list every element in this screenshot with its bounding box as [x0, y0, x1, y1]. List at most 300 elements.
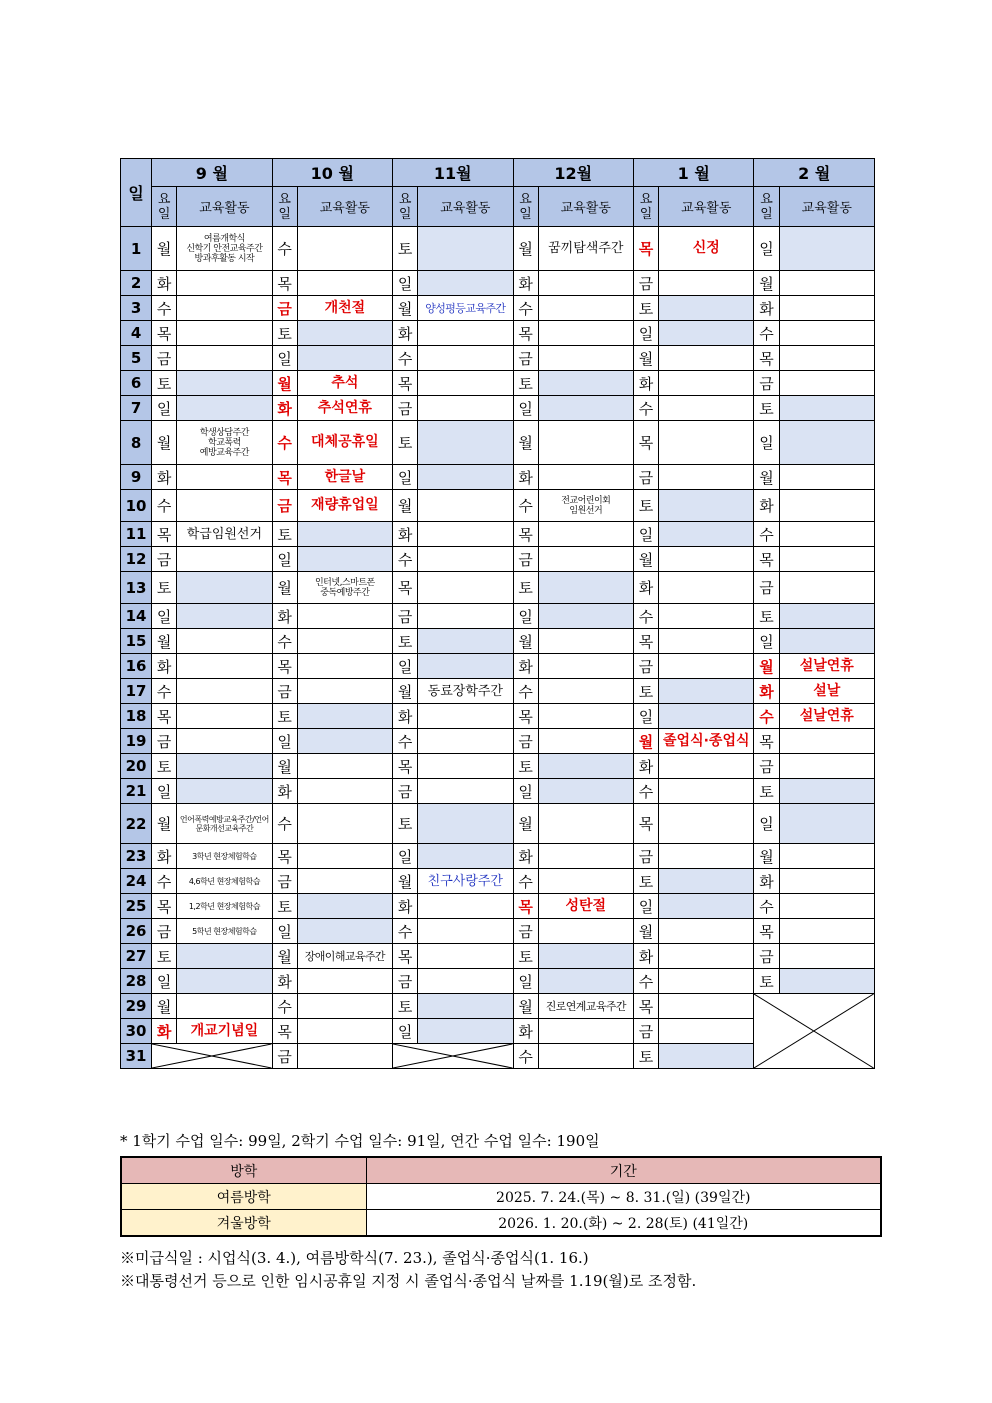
activity-cell [418, 547, 513, 572]
weekday-cell: 화 [633, 371, 658, 396]
weekday-cell: 화 [513, 271, 538, 296]
empty-date-cell [754, 994, 875, 1069]
activity-cell [418, 894, 513, 919]
weekday-header: 요일 [393, 187, 418, 227]
weekday-cell: 금 [272, 869, 297, 894]
activity-cell [538, 396, 633, 421]
weekday-cell: 화 [152, 654, 177, 679]
activity-cell [659, 1044, 754, 1069]
activity-cell [418, 421, 513, 465]
activity-cell [297, 704, 392, 729]
activity-cell [659, 296, 754, 321]
weekday-cell: 일 [513, 604, 538, 629]
activity-cell [779, 547, 874, 572]
weekday-cell: 토 [393, 804, 418, 844]
activity-cell [418, 629, 513, 654]
calendar-row [121, 547, 875, 572]
weekday-cell: 토 [393, 227, 418, 271]
weekday-cell: 화 [393, 522, 418, 547]
day-number: 6 [121, 371, 152, 396]
calendar-row [121, 779, 875, 804]
activity-cell [297, 804, 392, 844]
day-number: 8 [121, 421, 152, 465]
activity-cell [418, 944, 513, 969]
day-number: 31 [121, 1044, 152, 1069]
activity-cell: 학생상담주간 학교폭력 예방교육주간 [177, 421, 272, 465]
weekday-cell: 월 [633, 547, 658, 572]
weekday-cell: 토 [152, 572, 177, 604]
activity-cell [779, 321, 874, 346]
weekday-cell: 수 [393, 547, 418, 572]
activity-cell [297, 227, 392, 271]
activity-cell [538, 547, 633, 572]
weekday-cell: 목 [272, 1019, 297, 1044]
weekday-cell: 일 [754, 629, 779, 654]
activity-header: 교육활동 [538, 187, 633, 227]
weekday-cell: 수 [152, 296, 177, 321]
school-days-summary: * 1학기 수업 일수: 99일, 2학기 수업 일수: 91일, 연간 수업 일수: 190일 [120, 1132, 600, 1150]
activity-cell [297, 321, 392, 346]
weekday-cell: 토 [513, 572, 538, 604]
activity-cell: 개천절 [297, 296, 392, 321]
activity-cell [779, 421, 874, 465]
day-number: 7 [121, 396, 152, 421]
weekday-cell: 금 [152, 919, 177, 944]
weekday-cell: 토 [393, 421, 418, 465]
day-number: 30 [121, 1019, 152, 1044]
activity-cell [779, 522, 874, 547]
activity-cell [659, 522, 754, 547]
weekday-cell: 금 [393, 604, 418, 629]
weekday-cell: 금 [633, 271, 658, 296]
weekday-cell: 월 [633, 729, 658, 754]
activity-cell [538, 421, 633, 465]
activity-cell [779, 604, 874, 629]
activity-cell [659, 346, 754, 371]
activity-cell [297, 994, 392, 1019]
calendar-row [121, 371, 875, 396]
activity-cell [297, 679, 392, 704]
weekday-cell: 목 [513, 894, 538, 919]
activity-cell [659, 321, 754, 346]
day-number: 4 [121, 321, 152, 346]
activity-cell [659, 371, 754, 396]
weekday-cell: 목 [272, 844, 297, 869]
weekday-cell: 화 [513, 844, 538, 869]
activity-cell [177, 654, 272, 679]
activity-cell [538, 704, 633, 729]
activity-cell [779, 844, 874, 869]
weekday-cell: 화 [754, 296, 779, 321]
weekday-cell: 토 [633, 296, 658, 321]
activity-cell [297, 754, 392, 779]
activity-cell [779, 371, 874, 396]
weekday-cell: 화 [513, 1019, 538, 1044]
weekday-cell: 일 [393, 271, 418, 296]
day-number-header: 일 [121, 159, 152, 227]
activity-cell: 1,2학년 현장체험학습 [177, 894, 272, 919]
weekday-cell: 목 [513, 704, 538, 729]
day-number: 2 [121, 271, 152, 296]
activity-cell [659, 547, 754, 572]
month-header: 12월 [513, 159, 633, 187]
calendar-row [121, 919, 875, 944]
activity-cell [779, 919, 874, 944]
weekday-cell: 수 [272, 421, 297, 465]
weekday-cell: 월 [272, 944, 297, 969]
activity-cell [297, 522, 392, 547]
weekday-cell: 목 [513, 522, 538, 547]
weekday-cell: 수 [152, 490, 177, 522]
activity-cell [418, 754, 513, 779]
calendar-row [121, 296, 875, 321]
activity-cell [177, 629, 272, 654]
activity-cell [538, 679, 633, 704]
activity-cell [297, 894, 392, 919]
activity-cell [297, 869, 392, 894]
weekday-cell: 화 [272, 604, 297, 629]
activity-header: 교육활동 [659, 187, 754, 227]
weekday-cell: 일 [272, 547, 297, 572]
activity-cell [418, 804, 513, 844]
weekday-cell: 화 [272, 396, 297, 421]
weekday-cell: 일 [754, 227, 779, 271]
weekday-cell: 수 [633, 969, 658, 994]
activity-cell [659, 1019, 754, 1044]
activity-cell [659, 421, 754, 465]
activity-cell: 설날연휴 [779, 704, 874, 729]
activity-cell [418, 704, 513, 729]
activity-cell [779, 346, 874, 371]
weekday-cell: 금 [513, 729, 538, 754]
vacation-label: 여름방학 [121, 1184, 366, 1210]
weekday-cell: 수 [754, 522, 779, 547]
day-number: 27 [121, 944, 152, 969]
weekday-cell: 화 [754, 869, 779, 894]
weekday-cell: 월 [272, 572, 297, 604]
activity-cell [538, 572, 633, 604]
weekday-cell: 월 [272, 371, 297, 396]
calendar-row [121, 704, 875, 729]
weekday-cell: 목 [393, 572, 418, 604]
vacation-row-summer [121, 1184, 881, 1210]
weekday-cell: 금 [272, 490, 297, 522]
activity-cell [538, 804, 633, 844]
activity-cell [418, 371, 513, 396]
weekday-cell: 수 [513, 296, 538, 321]
weekday-cell: 금 [393, 969, 418, 994]
weekday-cell: 월 [152, 994, 177, 1019]
weekday-cell: 일 [393, 1019, 418, 1044]
activity-cell: 성탄절 [538, 894, 633, 919]
activity-cell [177, 465, 272, 490]
weekday-cell: 일 [754, 804, 779, 844]
weekday-cell: 수 [513, 1044, 538, 1069]
weekday-cell: 금 [393, 396, 418, 421]
activity-cell [177, 679, 272, 704]
weekday-cell: 수 [633, 604, 658, 629]
weekday-cell: 월 [754, 654, 779, 679]
activity-cell [779, 869, 874, 894]
weekday-cell: 금 [513, 919, 538, 944]
vacation-period: 2026. 1. 20.(화) ~ 2. 28(토) (41일간) [366, 1210, 881, 1237]
weekday-cell: 토 [272, 894, 297, 919]
weekday-cell: 일 [152, 604, 177, 629]
activity-cell: 장애이해교육주간 [297, 944, 392, 969]
activity-cell [538, 869, 633, 894]
activity-cell [418, 604, 513, 629]
weekday-cell: 일 [633, 894, 658, 919]
activity-cell [779, 572, 874, 604]
weekday-cell: 일 [272, 919, 297, 944]
activity-cell: 추석 [297, 371, 392, 396]
activity-cell [418, 346, 513, 371]
weekday-cell: 일 [633, 321, 658, 346]
weekday-cell: 목 [513, 321, 538, 346]
activity-cell [297, 844, 392, 869]
weekday-cell: 화 [152, 844, 177, 869]
activity-cell: 양성평등교육주간 [418, 296, 513, 321]
activity-cell [779, 779, 874, 804]
weekday-cell: 월 [754, 465, 779, 490]
weekday-header: 요일 [513, 187, 538, 227]
activity-cell [177, 371, 272, 396]
activity-cell [177, 321, 272, 346]
weekday-cell: 수 [754, 894, 779, 919]
activity-cell: 친구사랑주간 [418, 869, 513, 894]
weekday-cell: 월 [513, 629, 538, 654]
weekday-cell: 토 [754, 779, 779, 804]
activity-cell: 한글날 [297, 465, 392, 490]
activity-cell: 설날연휴 [779, 654, 874, 679]
weekday-cell: 수 [513, 679, 538, 704]
weekday-cell: 금 [633, 465, 658, 490]
day-number: 15 [121, 629, 152, 654]
weekday-cell: 토 [272, 704, 297, 729]
weekday-cell: 월 [633, 919, 658, 944]
weekday-cell: 목 [754, 346, 779, 371]
activity-cell [177, 271, 272, 296]
activity-cell: 3학년 현장체험학습 [177, 844, 272, 869]
activity-cell [418, 654, 513, 679]
activity-cell [538, 465, 633, 490]
activity-cell [177, 604, 272, 629]
day-number: 21 [121, 779, 152, 804]
activity-cell [418, 729, 513, 754]
weekday-cell: 화 [754, 490, 779, 522]
day-number: 25 [121, 894, 152, 919]
activity-cell [659, 944, 754, 969]
weekday-cell: 월 [393, 296, 418, 321]
activity-cell [418, 1019, 513, 1044]
activity-cell [779, 465, 874, 490]
activity-cell [779, 729, 874, 754]
activity-cell: 전교어린이회 임원선거 [538, 490, 633, 522]
activity-cell: 꿈끼탐색주간 [538, 227, 633, 271]
activity-cell [538, 729, 633, 754]
activity-cell [779, 396, 874, 421]
activity-cell: 동료장학주간 [418, 679, 513, 704]
weekday-cell: 월 [393, 679, 418, 704]
weekday-cell: 토 [152, 944, 177, 969]
activity-cell [659, 844, 754, 869]
activity-cell [538, 919, 633, 944]
weekday-cell: 토 [513, 754, 538, 779]
day-number: 26 [121, 919, 152, 944]
activity-cell [177, 396, 272, 421]
calendar-row [121, 894, 875, 919]
activity-cell [538, 969, 633, 994]
activity-cell [659, 604, 754, 629]
activity-cell [659, 869, 754, 894]
activity-header: 교육활동 [297, 187, 392, 227]
vacation-label: 겨울방학 [121, 1210, 366, 1237]
activity-cell [418, 321, 513, 346]
activity-cell: 추석연휴 [297, 396, 392, 421]
activity-cell [418, 844, 513, 869]
activity-cell [779, 944, 874, 969]
weekday-cell: 목 [633, 227, 658, 271]
activity-cell [538, 346, 633, 371]
academic-calendar-table [120, 158, 875, 1069]
activity-cell: 4,6학년 현장체험학습 [177, 869, 272, 894]
day-number: 5 [121, 346, 152, 371]
day-number: 3 [121, 296, 152, 321]
weekday-cell: 목 [152, 522, 177, 547]
weekday-cell: 금 [754, 371, 779, 396]
day-number: 28 [121, 969, 152, 994]
activity-header: 교육활동 [779, 187, 874, 227]
activity-cell [538, 944, 633, 969]
weekday-cell: 토 [393, 994, 418, 1019]
activity-cell [538, 1044, 633, 1069]
day-number: 22 [121, 804, 152, 844]
footnote-no-meal-days: ※미급식일 : 시업식(3. 4.), 여름방학식(7. 23.), 졸업식·종업식(1. 16.) [120, 1249, 589, 1267]
empty-date-cell [152, 1044, 272, 1069]
activity-cell [538, 271, 633, 296]
activity-cell [659, 919, 754, 944]
activity-cell [779, 754, 874, 779]
activity-cell [538, 604, 633, 629]
weekday-cell: 수 [513, 869, 538, 894]
activity-cell [177, 547, 272, 572]
weekday-cell: 금 [754, 572, 779, 604]
weekday-cell: 월 [513, 804, 538, 844]
activity-cell [177, 994, 272, 1019]
calendar-row [121, 869, 875, 894]
activity-cell [538, 296, 633, 321]
activity-cell [659, 994, 754, 1019]
weekday-cell: 목 [152, 894, 177, 919]
calendar-row [121, 396, 875, 421]
activity-header: 교육활동 [418, 187, 513, 227]
weekday-cell: 일 [513, 396, 538, 421]
calendar-row [121, 346, 875, 371]
calendar-row [121, 804, 875, 844]
weekday-cell: 금 [633, 1019, 658, 1044]
weekday-cell: 일 [393, 654, 418, 679]
weekday-cell: 수 [152, 869, 177, 894]
activity-cell [418, 522, 513, 547]
activity-cell [297, 969, 392, 994]
calendar-row [121, 944, 875, 969]
activity-cell [297, 346, 392, 371]
activity-cell [779, 629, 874, 654]
weekday-cell: 목 [272, 271, 297, 296]
weekday-cell: 토 [633, 490, 658, 522]
activity-cell [538, 1019, 633, 1044]
weekday-cell: 화 [633, 572, 658, 604]
day-number: 14 [121, 604, 152, 629]
weekday-cell: 토 [272, 321, 297, 346]
weekday-cell: 목 [754, 919, 779, 944]
activity-cell [297, 779, 392, 804]
weekday-cell: 토 [633, 679, 658, 704]
weekday-cell: 수 [633, 779, 658, 804]
calendar-row [121, 522, 875, 547]
calendar-row [121, 604, 875, 629]
activity-cell: 인터넷,스마트폰 중독예방주간 [297, 572, 392, 604]
day-number: 29 [121, 994, 152, 1019]
activity-cell [538, 371, 633, 396]
activity-cell [659, 271, 754, 296]
activity-cell [659, 804, 754, 844]
weekday-cell: 월 [393, 869, 418, 894]
month-header: 2 월 [754, 159, 875, 187]
activity-cell [538, 321, 633, 346]
day-number: 20 [121, 754, 152, 779]
vacation-header-row [121, 1157, 881, 1184]
weekday-cell: 일 [754, 421, 779, 465]
calendar-row [121, 729, 875, 754]
day-number: 19 [121, 729, 152, 754]
month-header: 1 월 [633, 159, 753, 187]
weekday-cell: 금 [272, 679, 297, 704]
day-number: 16 [121, 654, 152, 679]
footnote-date-adjustment: ※대통령선거 등으로 인한 임시공휴일 지정 시 졸업식·종업식 날짜를 1.19(월)로 조정함. [120, 1272, 697, 1290]
weekday-cell: 월 [393, 490, 418, 522]
weekday-cell: 토 [754, 969, 779, 994]
activity-cell [297, 729, 392, 754]
weekday-cell: 목 [633, 804, 658, 844]
weekday-cell: 토 [272, 522, 297, 547]
activity-cell: 학급임원선거 [177, 522, 272, 547]
weekday-cell: 토 [513, 944, 538, 969]
activity-cell [659, 396, 754, 421]
month-header-row [121, 159, 875, 187]
weekday-cell: 화 [393, 704, 418, 729]
month-header: 10 월 [272, 159, 392, 187]
activity-cell [418, 994, 513, 1019]
weekday-cell: 금 [754, 944, 779, 969]
activity-cell [418, 572, 513, 604]
activity-cell [177, 729, 272, 754]
weekday-cell: 월 [754, 844, 779, 869]
activity-cell [177, 296, 272, 321]
day-number: 17 [121, 679, 152, 704]
weekday-cell: 화 [272, 779, 297, 804]
weekday-cell: 수 [633, 396, 658, 421]
weekday-header: 요일 [754, 187, 779, 227]
calendar-row [121, 679, 875, 704]
activity-cell: 재량휴업일 [297, 490, 392, 522]
weekday-cell: 화 [754, 679, 779, 704]
weekday-cell: 목 [152, 321, 177, 346]
activity-cell [659, 779, 754, 804]
day-number: 24 [121, 869, 152, 894]
calendar-row [121, 465, 875, 490]
activity-cell [659, 969, 754, 994]
